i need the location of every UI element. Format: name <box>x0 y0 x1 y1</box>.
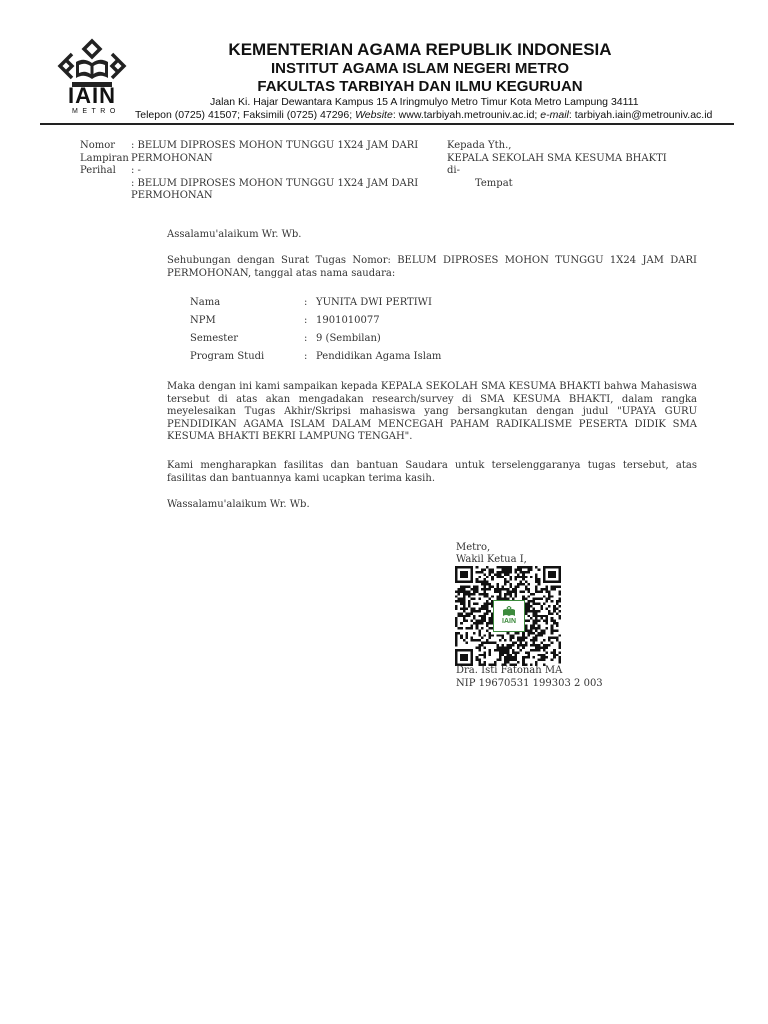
header-institute: INSTITUT AGAMA ISLAM NEGERI METRO <box>270 60 570 77</box>
greeting: Assalamu'alaikum Wr. Wb. <box>167 229 302 240</box>
nomor-value: : BELUM DIPROSES MOHON TUNGGU 1X24 JAM DARI <box>131 140 419 151</box>
signature-position: Wakil Ketua I, <box>456 554 527 565</box>
detail-label: Program Studi <box>190 351 265 362</box>
logo-subtext: METRO <box>72 108 120 115</box>
nomor-value-cont: PERMOHONAN <box>131 152 213 164</box>
qr-finder-pattern <box>455 649 473 666</box>
perihal-value: : BELUM DIPROSES MOHON TUNGGU 1X24 JAM DARI <box>131 177 419 189</box>
perihal-value-cont: PERMOHONAN <box>131 190 213 201</box>
email-link[interactable]: : tarbiyah.iain@metrouniv.ac.id <box>568 109 713 121</box>
email-label: e-mail <box>540 109 569 121</box>
meta-labels <box>80 140 132 178</box>
student-details <box>190 297 590 369</box>
purpose-paragraph: Maka dengan ini kami sampaikan kepada KEPALA SEKOLAH SMA KESUMA BHAKTI bahwa Mahasiswa tersebut di atas akan mengadakan research/survey di SMA KESUMA BHAKTI, dalam rangka meyelesaikan Tugas Akhir/Skripsi mahasiswa yang bersangkutan dengan judul "UPAYA GURU PENDIDIKAN AGAMA ISLAM DALAM MENCEGAH PAHAM RADIKALISME PESERTA DIDIK SMA KESUMA BHAKTI BEKRI LAMPUNG TENGAH". <box>167 381 697 442</box>
contact-phone-fax: Telepon (0725) 41507; Faksimili (0725) 47296; <box>135 109 356 121</box>
detail-sep: : <box>304 315 308 326</box>
lampiran-value: : - <box>131 165 141 176</box>
perihal-label: Perihal <box>80 165 116 176</box>
signature-place: Metro, <box>456 542 491 553</box>
request-paragraph: Kami mengharapkan fasilitas dan bantuan Saudara untuk terselenggaranya tugas tersebut, atas fasilitas dan bantuannya kami ucapkan terima kasih. <box>167 460 697 484</box>
qr-finder-pattern <box>455 566 473 583</box>
detail-value: 9 (Sembilan) <box>316 333 381 344</box>
website-link[interactable]: : www.tarbiyah.metrouniv.ac.id; <box>392 109 541 121</box>
recipient-place: Tempat <box>475 177 513 189</box>
header-address: Jalan Ki. Hajar Dewantara Kampus 15 A Iringmulyo Metro Timur Kota Metro Lampung 34111 <box>210 96 639 108</box>
qr-code <box>455 566 561 666</box>
lampiran-label: Lampiran <box>80 152 129 164</box>
institution-logo <box>52 38 132 120</box>
detail-sep: : <box>304 351 308 362</box>
qr-logo-emblem-icon <box>499 606 519 618</box>
detail-row-npm <box>190 315 590 333</box>
signer-name: Dra. Isti Fatonah MA <box>456 665 563 676</box>
website-label: Website <box>355 109 393 121</box>
nomor-label: Nomor <box>80 140 116 151</box>
detail-label: NPM <box>190 315 216 326</box>
qr-logo <box>493 600 525 632</box>
detail-row-name <box>190 297 590 315</box>
closing: Wassalamu'alaikum Wr. Wb. <box>167 499 310 510</box>
signer-nip: NIP 19670531 199303 2 003 <box>456 678 603 689</box>
detail-row-program <box>190 351 590 369</box>
meta-values <box>131 140 421 203</box>
qr-logo-text: IAIN <box>502 618 516 625</box>
detail-label: Nama <box>190 297 221 308</box>
detail-sep: : <box>304 297 308 308</box>
detail-value: Pendidikan Agama Islam <box>316 351 442 362</box>
detail-sep: : <box>304 333 308 344</box>
detail-label: Semester <box>190 333 239 344</box>
intro-paragraph: Sehubungan dengan Surat Tugas Nomor: BELUM DIPROSES MOHON TUNGGU 1X24 JAM DARI PERMOHONAN, tanggal atas nama saudara: <box>167 255 697 279</box>
detail-value: YUNITA DWI PERTIWI <box>316 297 432 308</box>
header-ministry: KEMENTERIAN AGAMA REPUBLIK INDONESIA <box>228 40 612 59</box>
qr-finder-pattern <box>543 566 561 583</box>
recipient-block <box>447 140 727 190</box>
recipient-name: KEPALA SEKOLAH SMA KESUMA BHAKTI <box>447 152 667 164</box>
detail-value: 1901010077 <box>316 315 380 326</box>
recipient-di: di- <box>447 165 460 176</box>
header-contact <box>135 109 712 121</box>
header-divider <box>40 123 734 125</box>
logo-text: IAIN <box>68 83 116 108</box>
recipient-salutation: Kepada Yth., <box>447 140 512 151</box>
detail-row-semester <box>190 333 590 351</box>
header-faculty: FAKULTAS TARBIYAH DAN ILMU KEGURUAN <box>257 78 583 95</box>
